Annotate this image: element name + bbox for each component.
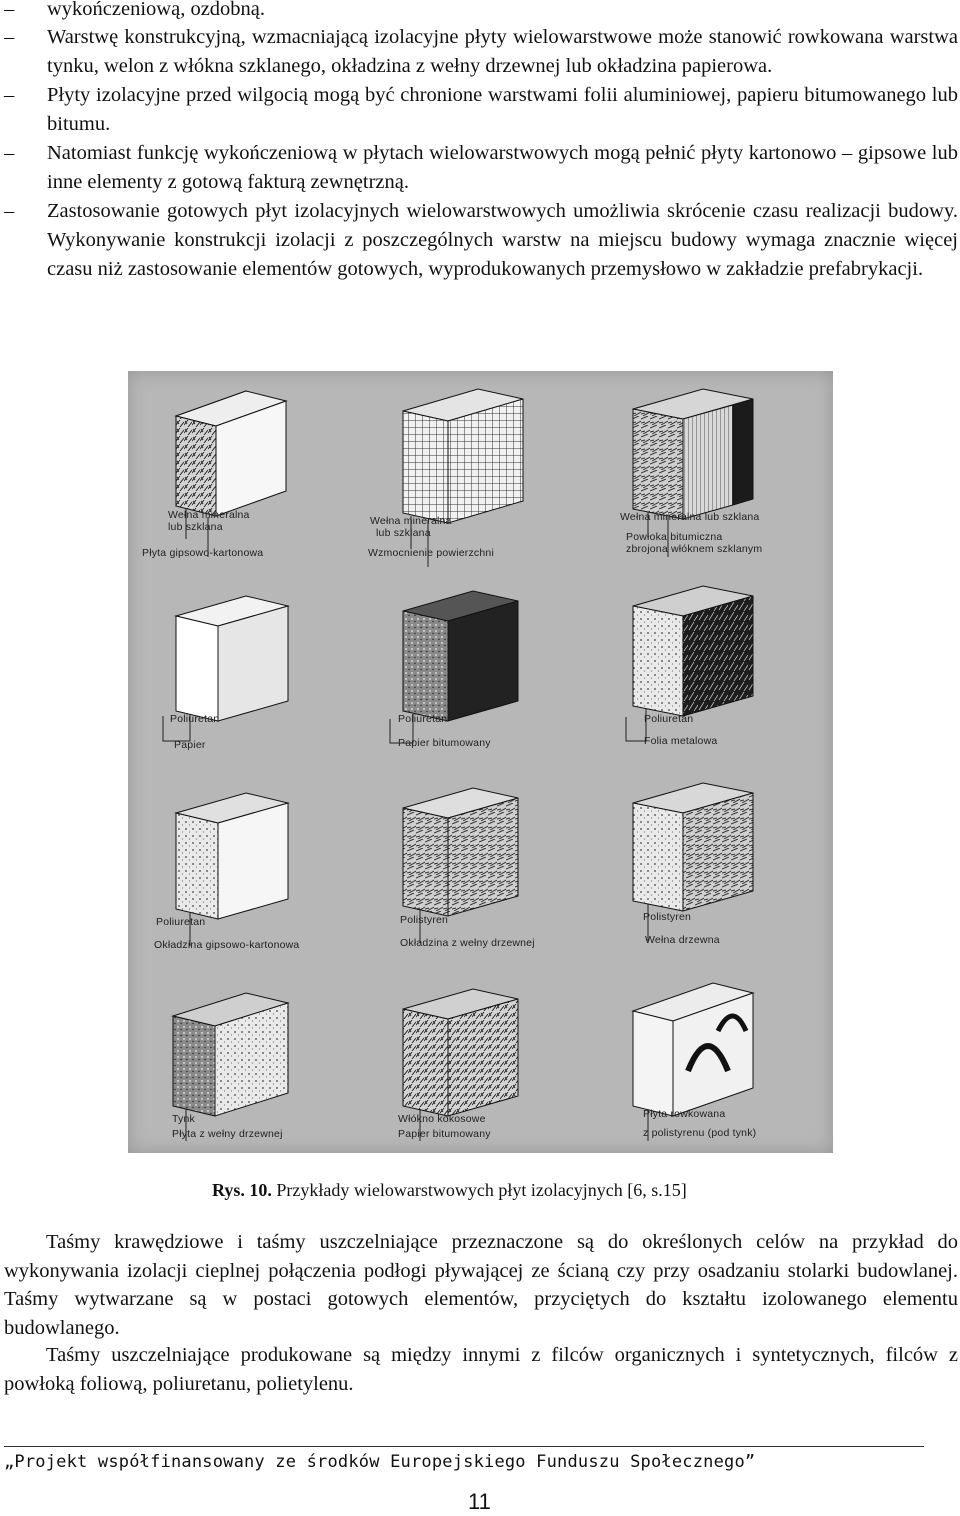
label: Wzmocnienie powierzchni [368,547,494,559]
bullet-text: Natomiast funkcję wykończeniową w płytach wielowarstwowych mogą pełnić płyty kartonowo – gipsowe lub inne elementy z gotową fakturą zewnętrzną. [47,142,958,193]
label: Papier bitumowany [398,1128,491,1140]
caption-text: Przykłady wielowarstwowych płyt izolacyjnych [6, s.15] [271,1180,687,1200]
label: Poliuretan [170,713,220,725]
label: Poliuretan [156,916,206,928]
label: Okładzina gipsowo-kartonowa [154,939,300,951]
label: Polistyren [643,911,692,923]
label: Papier [174,739,206,751]
body-paragraph: Taśmy uszczelniające produkowane są między innymi z filców organicznych i syntetycznych, filców z powłoką foliową, poliuretanu, polietylenu. [4,1344,958,1395]
bullet-text: Warstwę konstrukcyjną, wzmacniającą izolacyjne płyty wielowarstwowe może stanowić rowkowana warstwa tynku, welon z włókna szklanego, okładzina z wełny drzewnej lub okładzina papierowa. [47,26,958,77]
bullet-text: Płyty izolacyjne przed wilgocią mogą być chronione warstwami folii aluminiowej, papieru bitumowanego lub bitumu. [47,84,958,135]
bullet-item [0,197,958,284]
label: zbrojona włóknem szklanym [626,543,763,555]
bullet-dash: – [4,142,15,164]
bullet-text: Zastosowanie gotowych płyt izolacyjnych wielowarstwowych umożliwia skrócenie czasu realizacji budowy. Wykonywanie konstrukcji izolacji z poszczególnych warstw na miejscu budowy wymaga znacznie więcej czasu niż zastosowanie elementów gotowych, wyprodukowanych przemysłowo w zakładzie prefabrykacji. [47,200,958,280]
bullet-list [0,0,958,284]
label: Okładzina z wełny drzewnej [400,937,535,949]
label: Folia metalowa [644,735,718,747]
insulation-panels-figure [128,371,833,1153]
bullet-item [0,0,958,23]
figure-drawing [128,371,833,1153]
label: Poliuretan [398,713,448,725]
label: Płyta rowkowana [643,1108,726,1120]
label: lub szklana [168,521,223,533]
label: Włókno kokosowe [398,1113,486,1125]
label: Papier bitumowany [398,737,491,749]
bullet-item [0,23,958,81]
bullet-item [0,81,958,139]
label: Polistyren [400,914,449,926]
bullet-dash: – [4,26,15,48]
bullet-dash: – [4,200,15,222]
label: Poliuretan [644,713,694,725]
label: Tynk [172,1113,195,1125]
label: lub szklana [376,527,431,539]
label: z polistyrenu (pod tynk) [643,1127,757,1139]
label: Wełna mineralna lub szklana [620,511,760,523]
figure-caption [212,1180,687,1201]
bullet-dash: – [4,0,15,20]
body-paragraph: Taśmy krawędziowe i taśmy uszczelniające przeznaczone są do określonych celów na przykład do wykonywania izolacji cieplnej połączenia podłogi pływającej ze ścianą czy przy osadzaniu stolarki budowlanej. Taśmy wytwarzane są w postaci gotowych elementów, przyciętych do kształtu izolowanego elementu budowlanego. [4,1231,958,1339]
label: Wełna mineralna [370,515,452,527]
caption-number: Rys. 10. [212,1180,272,1200]
label: Wełna drzewna [645,934,720,946]
bullet-dash: – [4,84,15,106]
label: Płyta gipsowo-kartonowa [142,547,264,559]
page-number: 11 [468,1489,491,1514]
footer-text: „Projekt współfinansowany ze środków Europejskiego Funduszu Społecznego” [4,1452,756,1472]
panel-2 [403,389,523,567]
label: Płyta z wełny drzewnej [172,1128,283,1140]
label: Wełna mineralna [168,509,250,521]
footer-rule [4,1446,924,1447]
bullet-item [0,139,958,197]
bullet-text: wykończeniową, ozdobną. [47,0,266,20]
label: Powłoka bitumiczna [626,531,723,543]
